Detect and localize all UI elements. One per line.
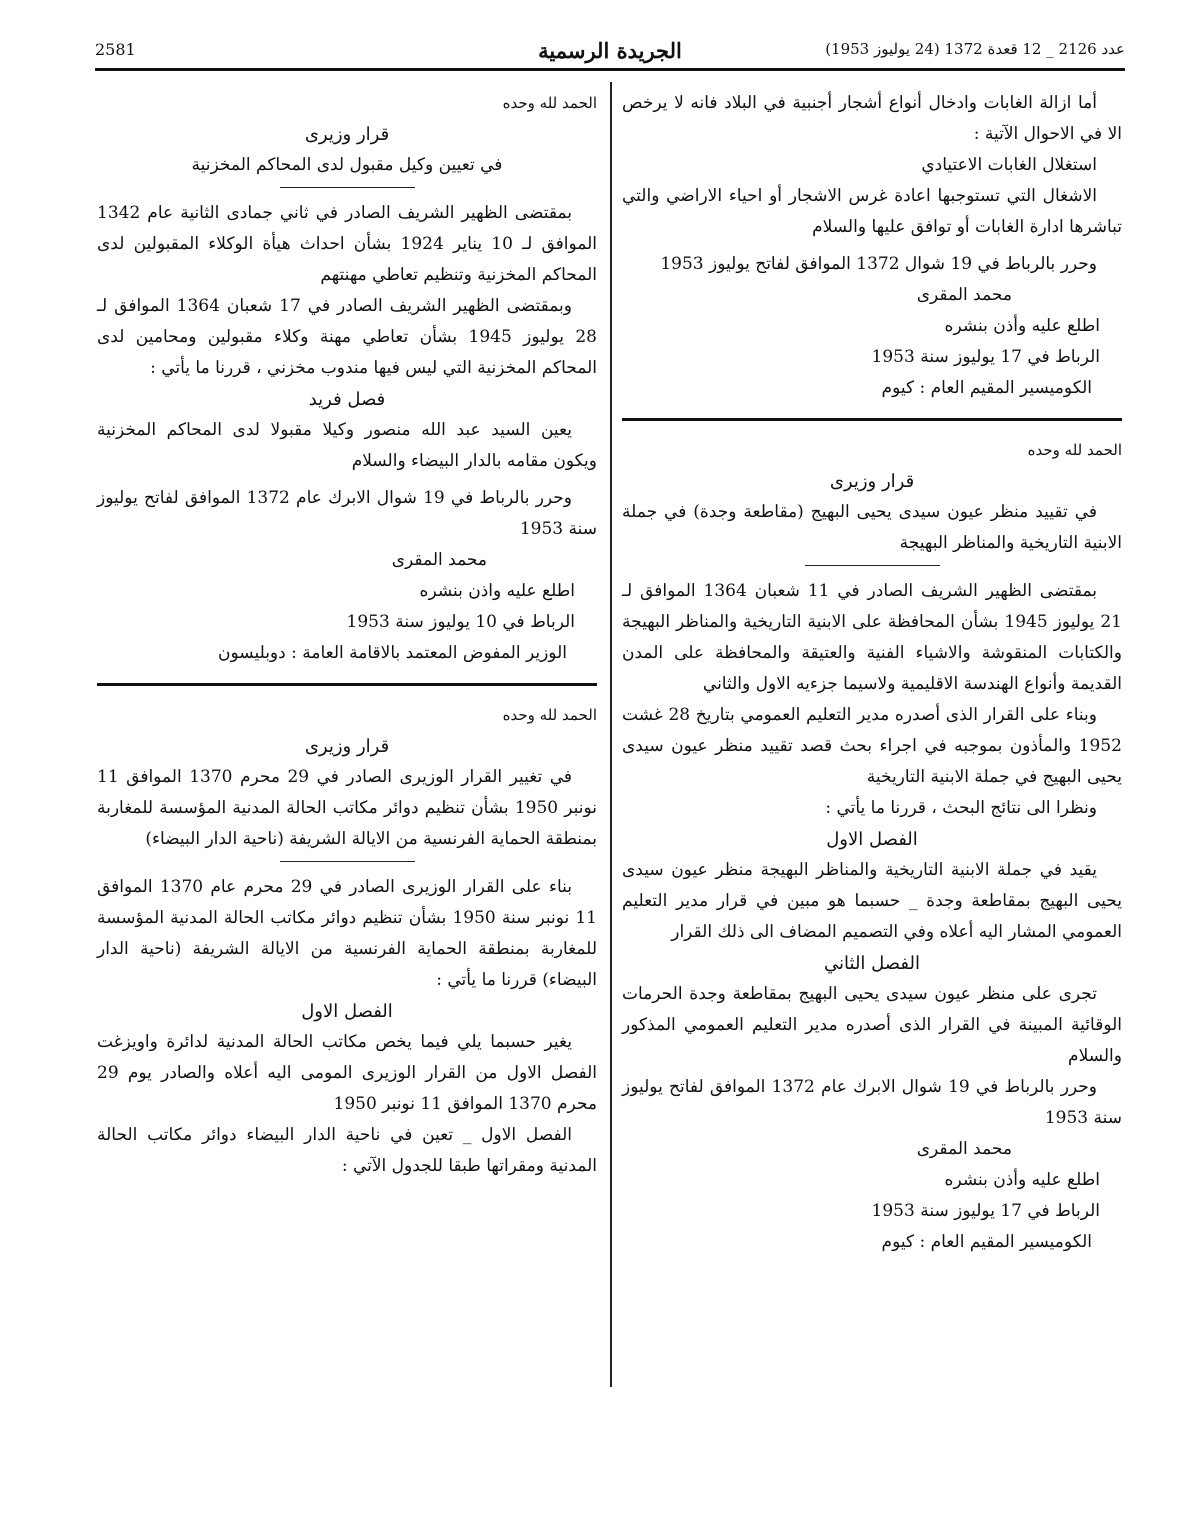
official-signature: الكوميسير المقيم العام : كيوم	[881, 378, 1092, 398]
text-paragraph: بمقتضى الظهير الشريف الصادر في ثاني جمادى الثانية عام 1342 الموافق لـ 10 يناير 1924 بشأن احداث هيأة الوكلاء المقبولين لدى المحاكم المخزنية وتنظيم تعاطي مهنتهم	[97, 203, 597, 285]
text-paragraph: يغير حسبما يلي فيما يخص مكاتب الحالة المدنية لدائرة واويزغت الفصل الاول من القرار الوزيرى المومى اليه أعلاه والصادر يوم 29 محرم 1370 الموافق 11 نونبر 1950	[97, 1032, 597, 1114]
text-paragraph: وحرر بالرباط في 19 شوال الابرك عام 1372 الموافق لفاتح يوليوز سنة 1953	[97, 488, 597, 539]
invocation: الحمد لله وحده	[502, 706, 597, 724]
issue-info: عدد 2126 _ 12 قعدة 1372 (24 يوليوز 1953)	[825, 40, 1125, 58]
approval-line: اطلع عليه وأذن بنشره	[944, 1170, 1100, 1190]
approval-line: اطلع عليه وأذن بنشره	[944, 316, 1100, 336]
section-rule	[622, 418, 1122, 421]
text-paragraph: يعين السيد عبد الله منصور وكيلا مقبولا لدى المحاكم المخزنية ويكون مقامه بالدار البيضاء والسلام	[97, 420, 597, 471]
text-paragraph: وبمقتضى الظهير الشريف الصادر في 17 شعبان 1364 الموافق لـ 28 يوليوز 1945 بشأن تعاطي مهنة وكلاء مقبولين ومحامين لدى المحاكم المخزنية التي ليس فيها مندوب مخزني ، قررنا ما يأتي :	[97, 296, 597, 378]
left-column	[97, 88, 597, 1182]
text-paragraph: بناء على القرار الوزيرى الصادر في 29 محرم عام 1370 الموافق 11 نونبر سنة 1950 بشأن تنظيم دوائر مكاتب الحالة المدنية المؤسسة للمغاربة بمنطقة الحماية الفرنسية من الايالة الشريفة (ناحية الدار البيضاء) قررنا ما يأتي :	[97, 877, 597, 990]
header-rule	[95, 68, 1125, 71]
approval-line: اطلع عليه واذن بنشره	[419, 581, 575, 601]
text-paragraph: يقيد في جملة الابنية التاريخية والمناظر البهيجة منظر عيون سيدى يحيى البهيج بمقاطعة وجدة _ حسبما هو مبين في قرار مدير التعليم العمومي المشار اليه أعلاه وفي التصميم المضاف الى ذلك القرار	[622, 860, 1122, 942]
right-column	[622, 88, 1122, 1258]
decree-subject: في تعيين وكيل مقبول لدى المحاكم المخزنية	[191, 155, 503, 175]
approval-date: الرباط في 17 يوليوز سنة 1953	[871, 347, 1100, 367]
chapter-title: الفصل الاول	[826, 829, 918, 850]
approval-date: الرباط في 17 يوليوز سنة 1953	[871, 1201, 1100, 1221]
text-paragraph: وحرر بالرباط في 19 شوال الابرك عام 1372 الموافق لفاتح يوليوز سنة 1953	[622, 1077, 1122, 1128]
text-paragraph: ونظرا الى نتائج البحث ، قررنا ما يأتي :	[825, 798, 1097, 818]
signature-name: محمد المقرى	[916, 285, 1012, 305]
text-paragraph: وحرر بالرباط في 19 شوال 1372 الموافق لفاتح يوليوز 1953	[660, 254, 1097, 274]
signature-name: محمد المقرى	[916, 1139, 1012, 1159]
signature-name: محمد المقرى	[391, 550, 487, 570]
approval-date: الرباط في 10 يوليوز سنة 1953	[346, 612, 575, 632]
text-paragraph: تجرى على منظر عيون سيدى يحيى البهيج بمقاطعة وجدة الحرمات الوقائية المبينة في القرار الذى أصدره مدير التعليم العمومي المذكور والسلام	[622, 984, 1122, 1066]
text-paragraph: استغلال الغابات الاعتيادي	[921, 155, 1097, 175]
page-header	[95, 38, 1125, 68]
title-rule	[805, 565, 940, 566]
title-rule	[280, 187, 415, 188]
official-signature: الوزير المفوض المعتمد بالاقامة العامة : دوبليسون	[218, 643, 567, 663]
gazette-title: الجريدة الرسمية	[538, 38, 682, 63]
chapter-title: الفصل الاول	[301, 1001, 393, 1022]
decree-title: قرار وزيرى	[829, 471, 915, 492]
page-number: 2581	[95, 40, 136, 59]
section-rule	[97, 683, 597, 686]
decree-title: قرار وزيرى	[304, 124, 390, 145]
text-paragraph: الفصل الاول _ تعين في ناحية الدار البيضاء دوائر مكاتب الحالة المدنية ومقراتها طبقا للجدول الآتي :	[97, 1125, 597, 1176]
text-paragraph: بمقتضى الظهير الشريف الصادر في 11 شعبان 1364 الموافق لـ 21 يوليوز 1945 بشأن المحافظة على الابنية التاريخية والمناظر البهيجة والكتابات المنقوشة والاشياء الفنية والعتيقة والمحافظة على المدن القديمة وأنواع الهندسة الاقليمية ولاسيما جزءيه الاول والثاني	[622, 581, 1122, 694]
chapter-title: الفصل الثاني	[824, 953, 920, 974]
decree-subject: في تقييد منظر عيون سيدى يحيى البهيج (مقاطعة وجدة) في جملة الابنية التاريخية والمناظر البهيجة	[622, 502, 1122, 553]
invocation: الحمد لله وحده	[502, 94, 597, 112]
column-divider	[610, 82, 612, 1387]
text-paragraph: أما ازالة الغابات وادخال أنواع أشجار أجنبية في البلاد فانه لا يرخص الا في الاحوال الآتية :	[622, 93, 1122, 144]
invocation: الحمد لله وحده	[1027, 441, 1122, 459]
chapter-title: فصل فريد	[308, 389, 386, 410]
decree-title: قرار وزيرى	[304, 736, 390, 757]
decree-subject: في تغيير القرار الوزيرى الصادر في 29 محرم 1370 الموافق 11 نونبر 1950 بشأن تنظيم دوائر مكاتب الحالة المدنية المؤسسة للمغاربة بمنطقة الحماية الفرنسية من الايالة الشريفة (ناحية الدار البيضاء)	[97, 767, 597, 849]
text-paragraph: الاشغال التي تستوجبها اعادة غرس الاشجار أو احياء الاراضي والتي تباشرها ادارة الغابات أو توافق عليها والسلام	[622, 186, 1122, 237]
official-signature: الكوميسير المقيم العام : كيوم	[881, 1232, 1092, 1252]
text-paragraph: وبناء على القرار الذى أصدره مدير التعليم العمومي بتاريخ 28 غشت 1952 والمأذون بموجبه في اجراء بحث قصد تقييد منظر عيون سيدى يحيى البهيج في جملة الابنية التاريخية	[622, 705, 1122, 787]
title-rule	[280, 861, 415, 862]
